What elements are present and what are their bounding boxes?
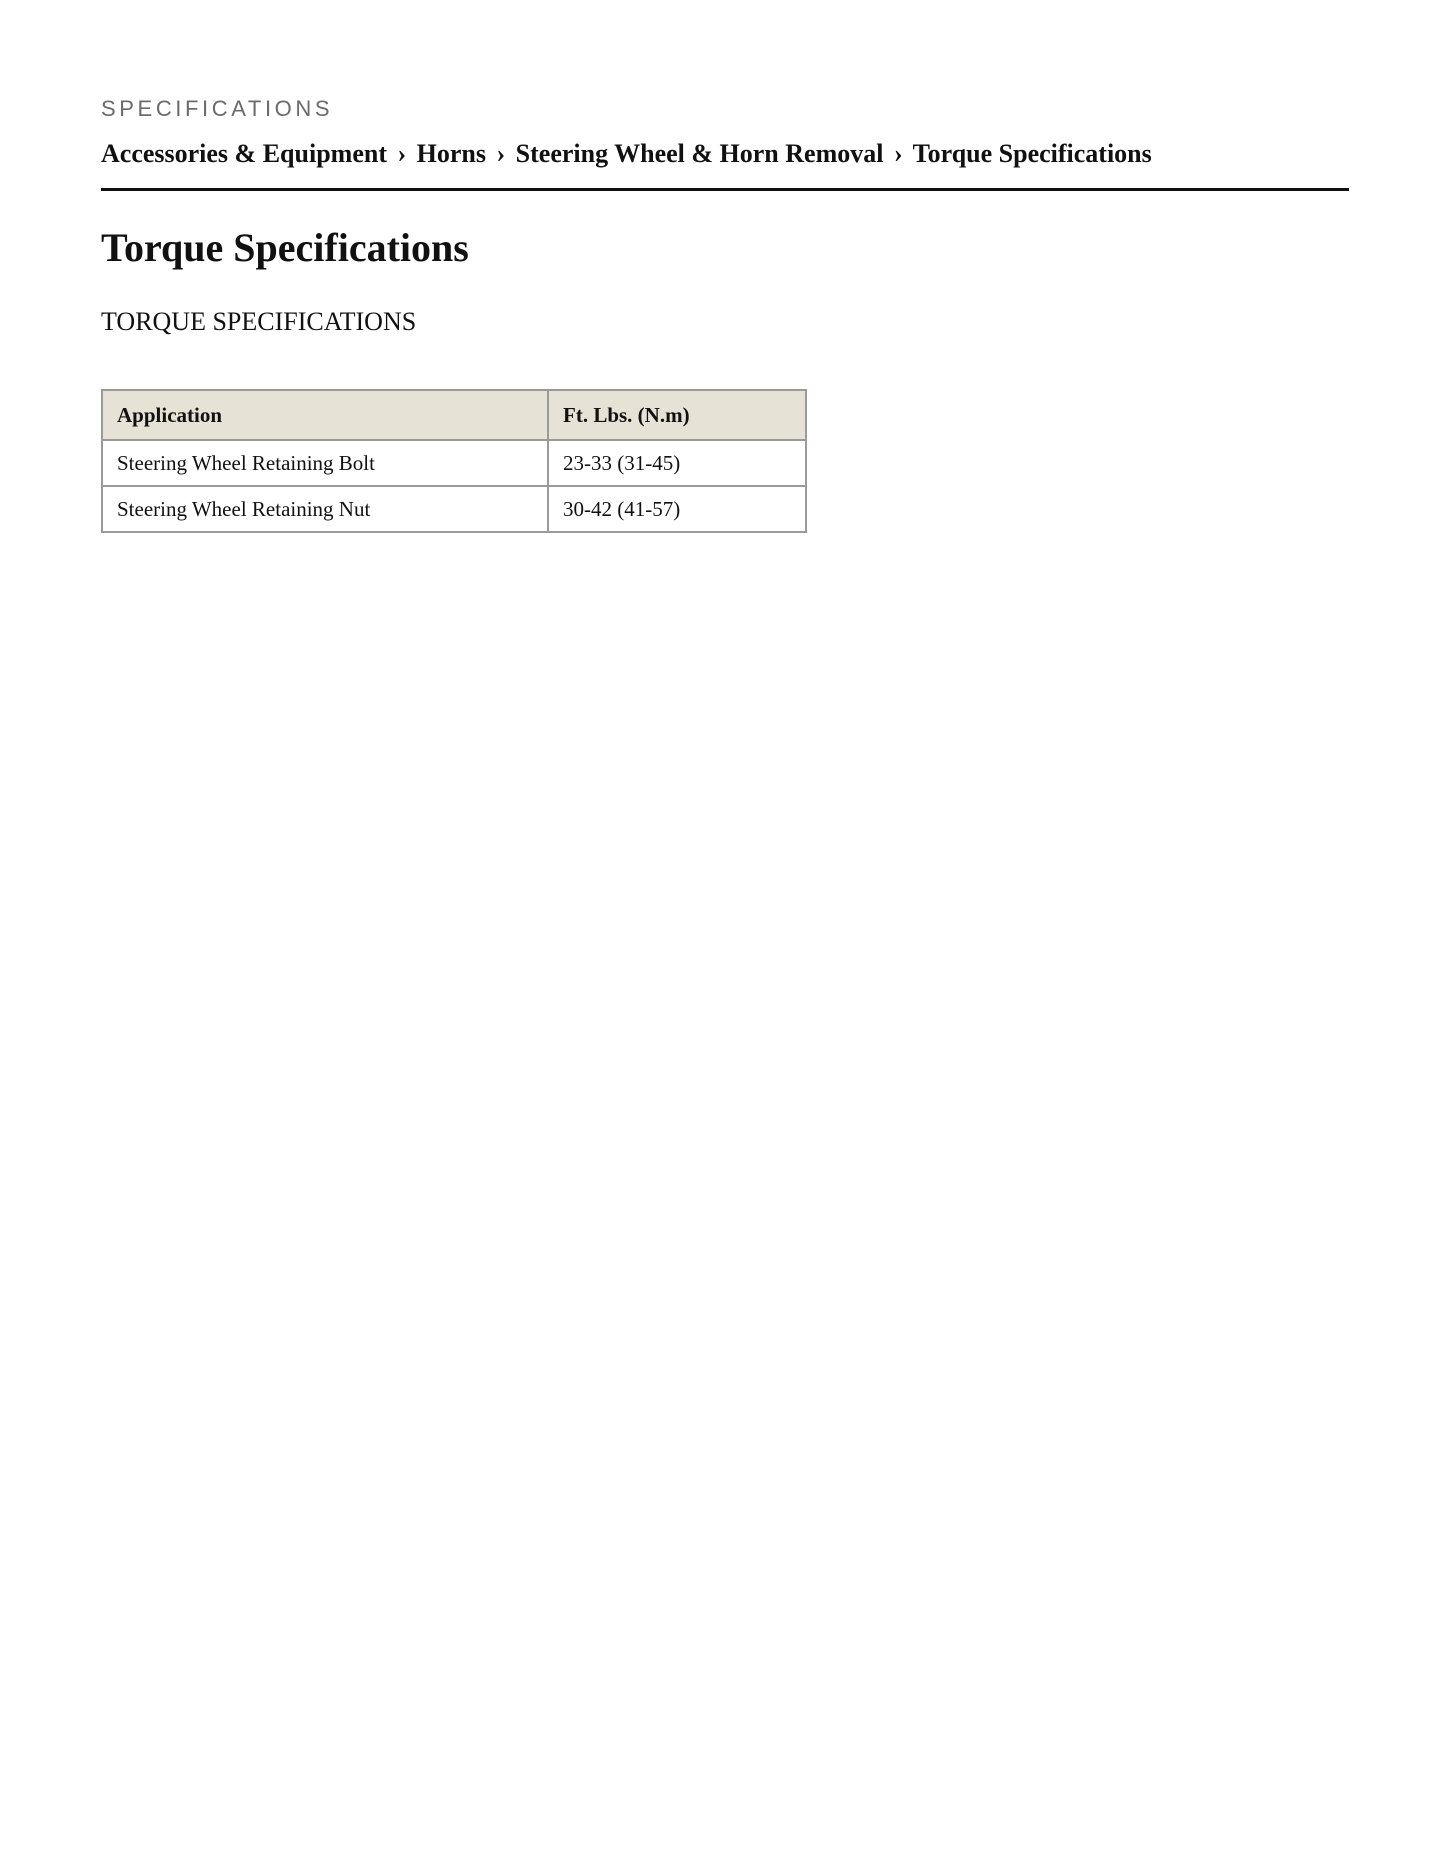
section-label: SPECIFICATIONS — [101, 96, 334, 121]
section-subheading: TORQUE SPECIFICATIONS — [101, 307, 417, 336]
cell-application: Steering Wheel Retaining Nut — [102, 486, 548, 532]
breadcrumb-separator: › — [893, 139, 903, 168]
header-divider — [101, 188, 1349, 191]
torque-spec-table — [101, 389, 807, 533]
table-row — [102, 486, 806, 532]
table-header-row — [102, 390, 806, 440]
breadcrumb-item[interactable]: Steering Wheel & Horn Removal — [515, 139, 884, 168]
cell-application: Steering Wheel Retaining Bolt — [102, 440, 548, 486]
breadcrumb — [101, 139, 1152, 169]
cell-torque-value: 23-33 (31-45) — [548, 440, 806, 486]
breadcrumb-separator: › — [496, 139, 506, 168]
breadcrumb-item[interactable]: Horns — [416, 139, 486, 168]
cell-torque-value: 30-42 (41-57) — [548, 486, 806, 532]
column-header-application: Application — [102, 390, 548, 440]
breadcrumb-separator: › — [397, 139, 407, 168]
column-header-torque: Ft. Lbs. (N.m) — [548, 390, 806, 440]
page-title: Torque Specifications — [101, 225, 469, 270]
breadcrumb-item-current: Torque Specifications — [912, 139, 1152, 168]
table-row — [102, 440, 806, 486]
breadcrumb-item[interactable]: Accessories & Equipment — [101, 139, 387, 168]
